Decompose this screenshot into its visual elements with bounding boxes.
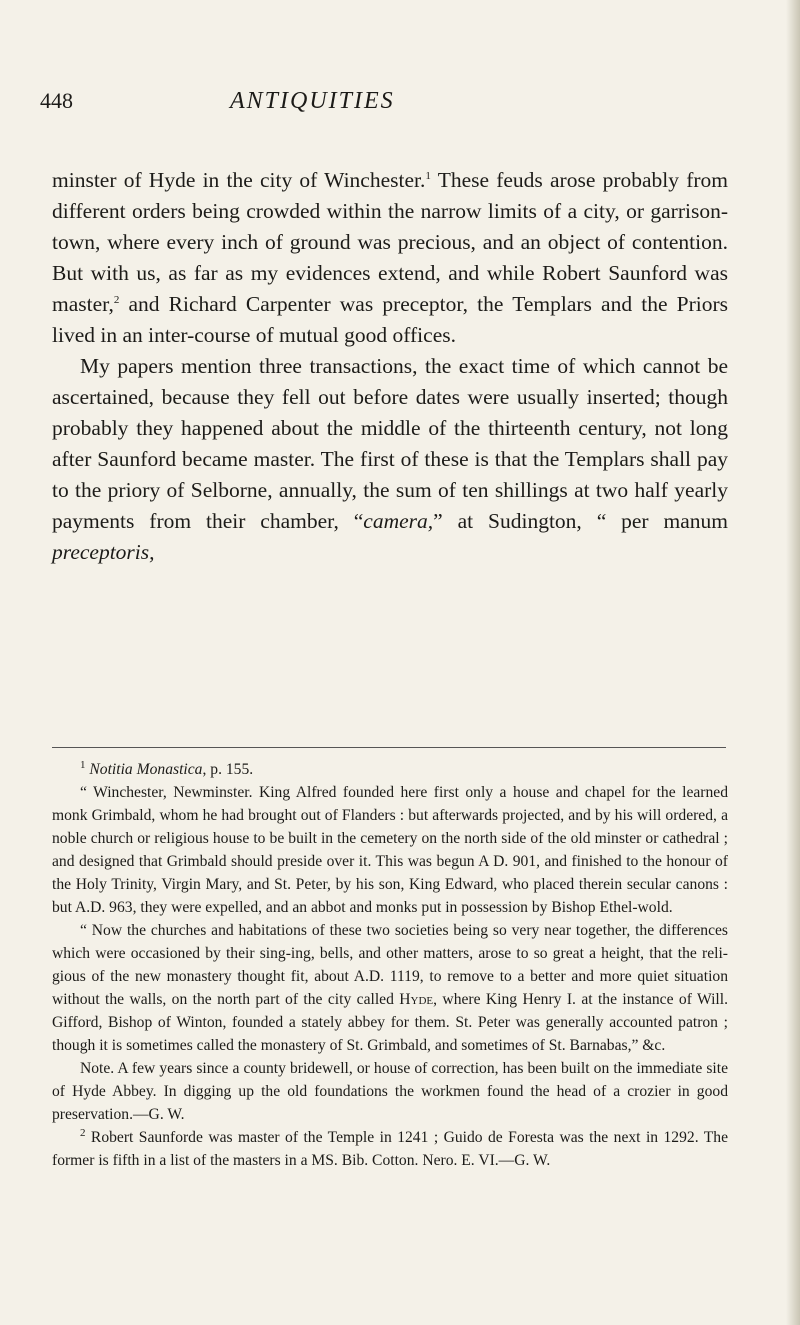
footnote-ref-1: 1	[425, 169, 431, 182]
footnote-1-quote-1: “ Winchester, Newminster. King Alfred founded here first only a house and chapel for the learned monk Grimbald, whom he had brought out of Flanders : but afterwards projected, and by his will ordered, a noble church or religious house to be built in the cemetery on the north side of the old minster or cathedral ; and designed that Grimbald should preside over it. This was begun A D. 901, and finished to the honour of the Holy Trinity, Virgin Mary, and St. Peter, by his son, King Edward, who placed therein secular canons : but A.D. 963, they were expelled, and an abbot and monks put in possession by Bishop Ethel-wold.	[52, 784, 728, 916]
preceptoris-term: preceptoris,	[52, 540, 155, 564]
footnote-ref-2: 2	[113, 293, 120, 306]
footnote-1-quote-2a: “ Now the churches and habitations of these two societies being so very near together, the differences which were occasioned by their sing-ing, bells, and other matters, arose to so great a height, that the reli-gious of the new monastery thought fit, about A.D. 1119, to remove to a better and more quiet situation without the walls, on the north part of the city called	[52, 922, 728, 1008]
footnote-2	[52, 1126, 728, 1172]
footnote-1-citation	[52, 758, 728, 781]
footnotes	[52, 758, 728, 1172]
footnote-1-ref: , p. 155.	[202, 761, 254, 778]
main-text	[52, 165, 728, 568]
hyde-name: Hyde	[399, 991, 434, 1008]
paragraph-1-text-c: and Richard Carpenter was preceptor, the Templars and the Priors lived in an inter-course of mutual good offices.	[52, 292, 728, 347]
camera-term: camera,	[363, 509, 434, 533]
paragraph-2-text-b: ” at Sudington, “ per manum	[433, 509, 728, 533]
running-title: ANTIQUITIES	[230, 88, 395, 114]
footnote-1-title: Notitia Monastica	[89, 761, 203, 778]
page-header	[40, 88, 720, 128]
paragraph-1	[52, 165, 728, 351]
footnote-2-text: Robert Saunforde was master of the Temple in 1241 ; Guido de Foresta was the next in 1292. The former is fifth in a list of the masters in a MS. Bib. Cotton. Nero. E. VI.—G. W.	[52, 1129, 728, 1169]
footnote-1-note: Note. A few years since a county bridewell, or house of correction, has been built on the immediate site of Hyde Abbey. In digging up the old foundations the workmen found the head of a crozier in good preservation.—G. W.	[52, 1060, 728, 1123]
paragraph-2	[52, 351, 728, 568]
page-edge-shadow	[786, 0, 800, 1325]
footnote-1-quote-2b: , where King Henry I. at the instance of Will. Gifford, Bishop of Winton, founded a stately abbey for them. St. Peter was generally accounted patron ; though it is sometimes called the monastery of St. Grimbald, and sometimes of St. Barnabas,” &c.	[52, 991, 728, 1054]
footnote-divider	[52, 747, 726, 748]
page-number: 448	[40, 88, 73, 113]
paragraph-1-text-a: minster of Hyde in the city of Winchester.	[52, 168, 426, 192]
paragraph-2-text-a: My papers mention three transactions, the exact time of which cannot be ascertained, because they fell out before dates were usually inserted; though probably they happened about the middle of the thirteenth century, not long after Saunford became master. The first of these is that the Templars shall pay to the priory of Selborne, annually, the sum of ten shillings at two half yearly payments from their chamber, “	[52, 354, 728, 533]
footnote-1-mark: 1	[80, 758, 86, 771]
footnote-2-mark: 2	[80, 1126, 86, 1139]
footnote-1-quote-2	[52, 919, 728, 1057]
paragraph-1-text-b: These feuds arose probably from different orders being crowded within the narrow limits of a city, or garrison-town, where every inch of ground was precious, and an object of contention. But with us, as far as my evidences extend, and while Robert Saunford was master,	[52, 168, 728, 316]
